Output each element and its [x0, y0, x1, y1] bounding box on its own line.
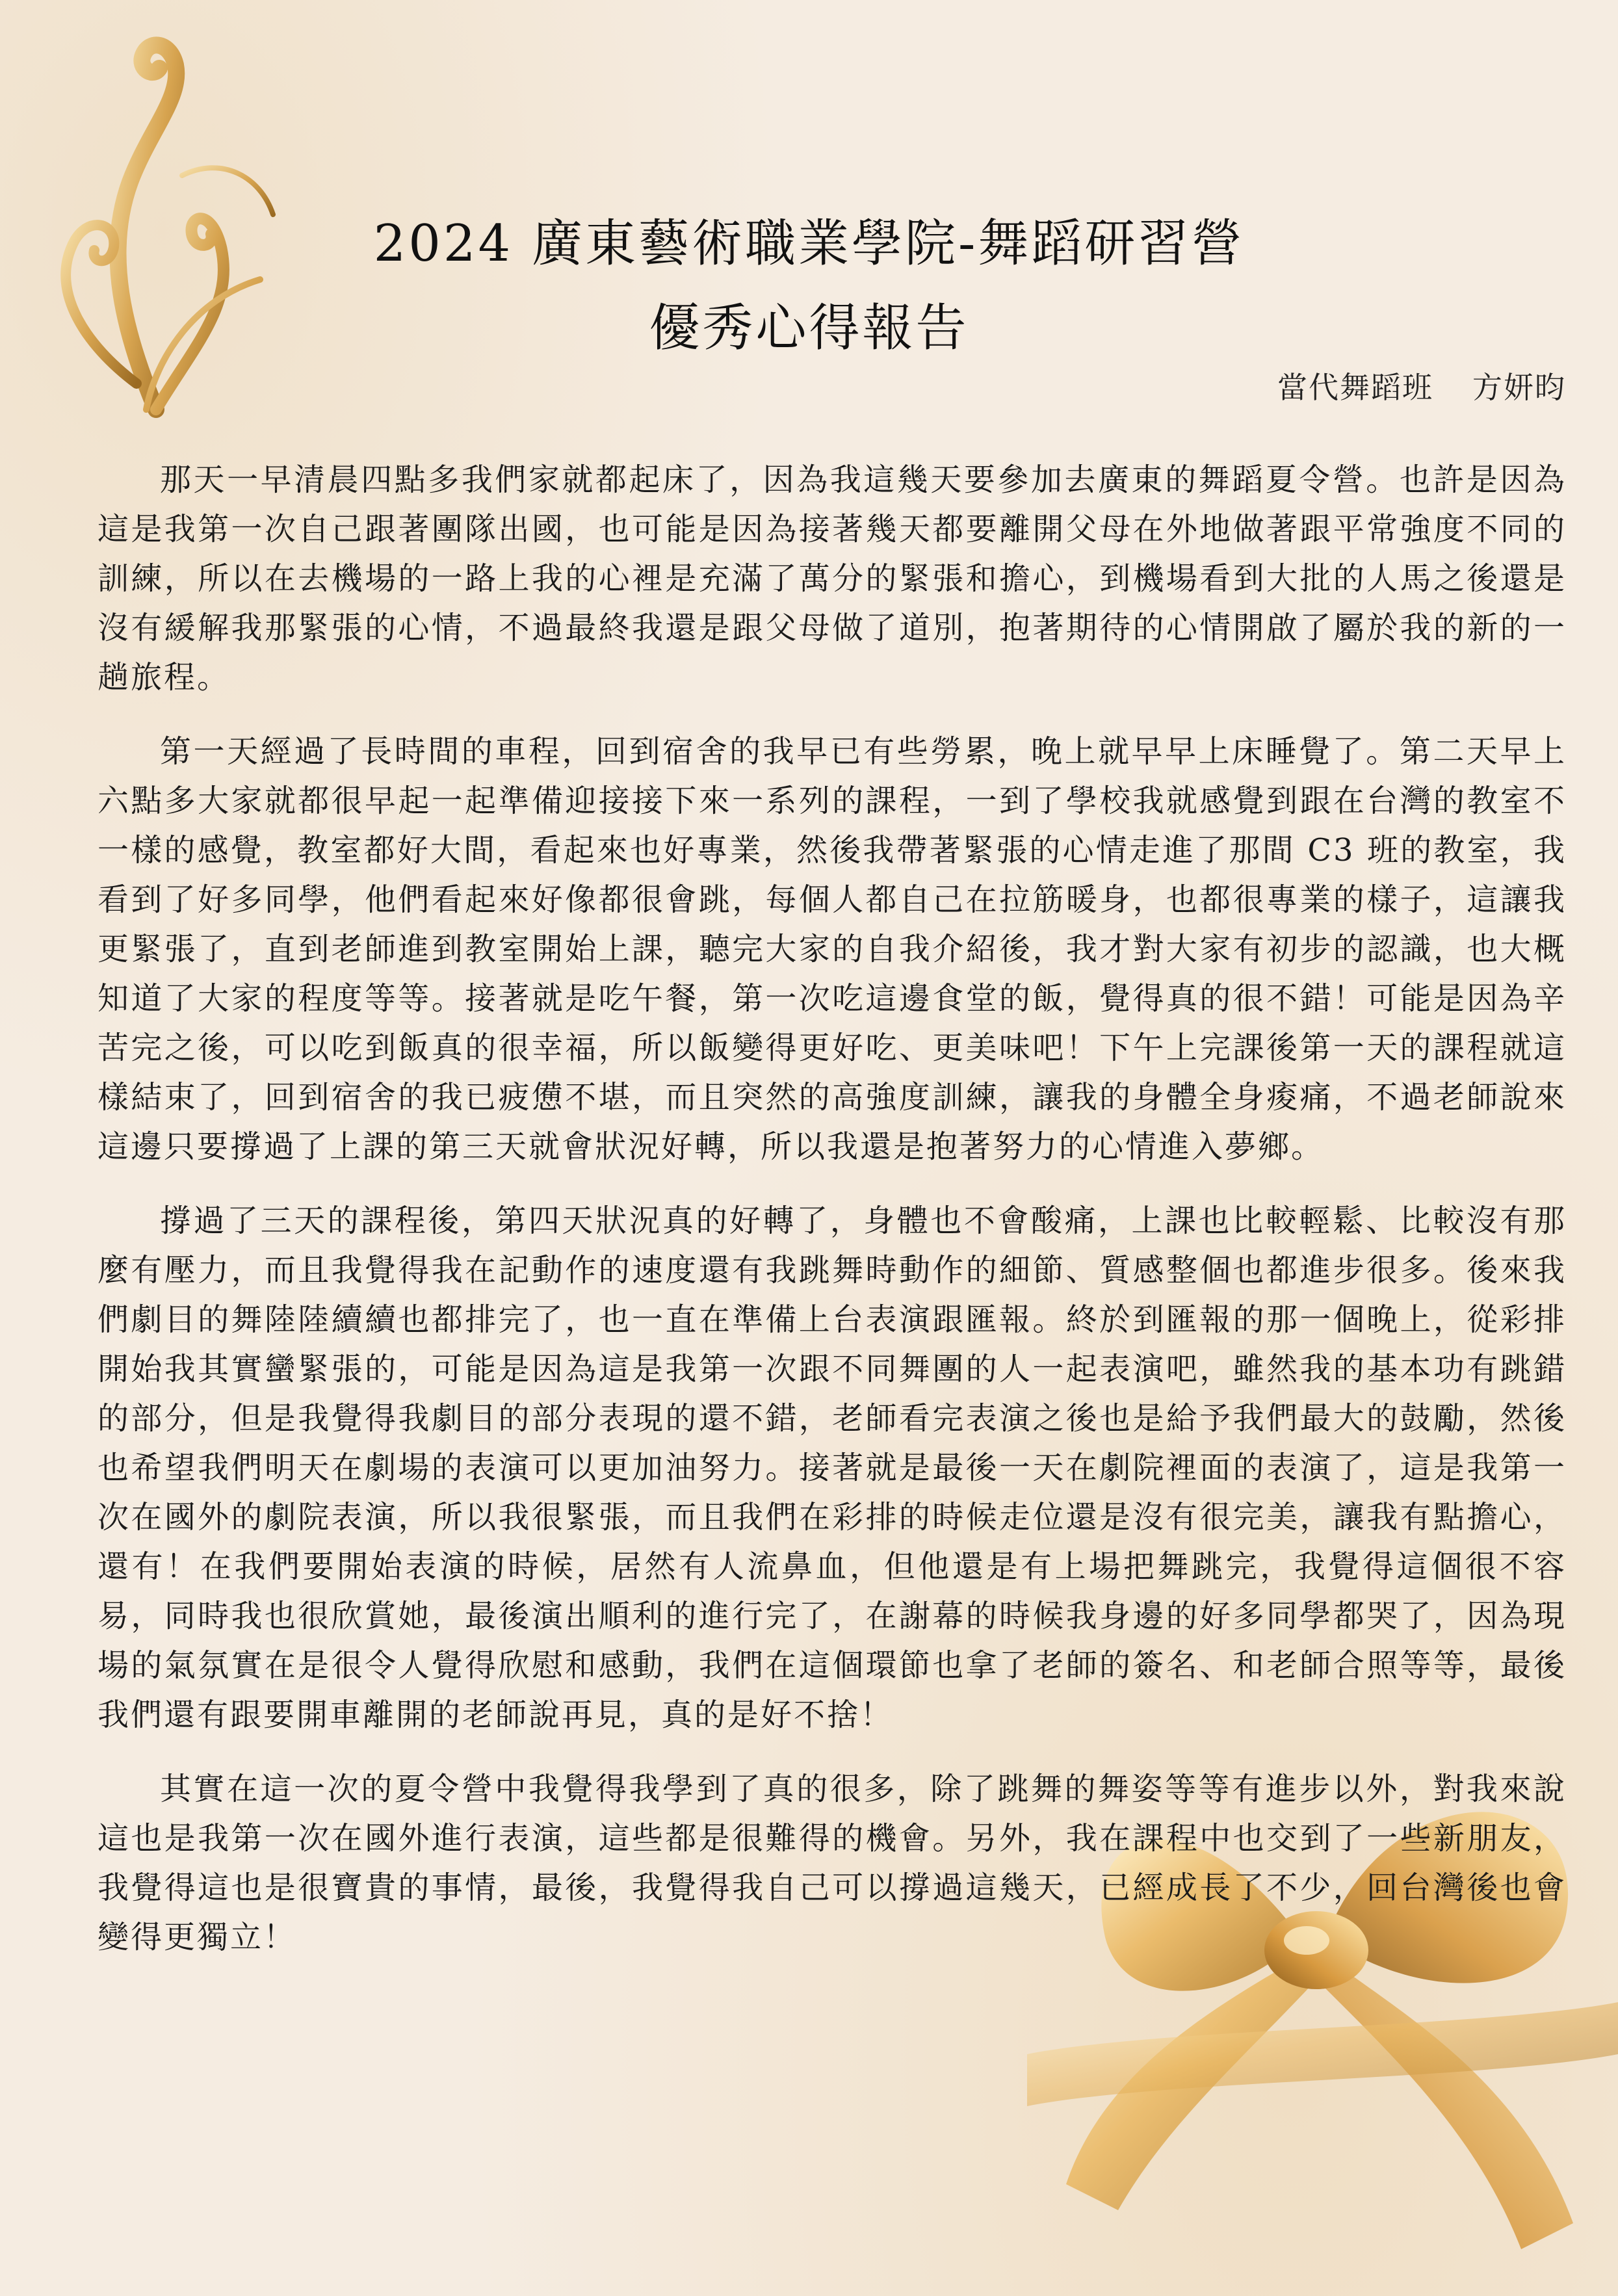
document-title: 2024 廣東藝術職業學院-舞蹈研習營	[373, 215, 1245, 273]
title-block	[0, 202, 1618, 371]
author-line	[1277, 364, 1566, 407]
author-name: 方妍昀	[1472, 370, 1566, 405]
author-class: 當代舞蹈班	[1277, 370, 1433, 405]
paragraph: 撐過了三天的課程後，第四天狀況真的好轉了，身體也不會酸痛，上課也比較輕鬆、比較沒有那麼有壓力，而且我覺得我在記動作的速度還有我跳舞時動作的細節、質感整個也都進步很多。後來我們劇目的舞陸陸續續也都排完了，也一直在準備上台表演跟匯報。終於到匯報的那一個晚上，從彩排開始我其實蠻緊張的，可能是因為這是我第一次跟不同舞團的人一起表演吧，雖然我的基本功有跳錯的部分，但是我覺得我劇目的部分表現的還不錯，老師看完表演之後也是給予我們最大的鼓勵，然後也希望我們明天在劇場的表演可以更加油努力。接著就是最後一天在劇院裡面的表演了，這是我第一次在國外的劇院表演，所以我很緊張，而且我們在彩排的時候走位還是沒有很完美，讓我有點擔心，還有！在我們要開始表演的時候，居然有人流鼻血，但他還是有上場把舞跳完，我覺得這個很不容易，同時我也很欣賞她，最後演出順利的進行完了，在謝幕的時候我身邊的好多同學都哭了，因為現場的氣氛實在是很令人覺得欣慰和感動，我們在這個環節也拿了老師的簽名、和老師合照等等，最後我們還有跟要開車離開的老師說再見，真的是好不捨！	[98, 1203, 1567, 1733]
paragraph: 第一天經過了長時間的車程，回到宿舍的我早已有些勞累，晚上就早早上床睡覺了。第二天早上六點多大家就都很早起一起準備迎接接下來一系列的課程，一到了學校我就感覺到跟在台灣的教室不一樣的感覺，教室都好大間，看起來也好專業，然後我帶著緊張的心情走進了那間 C3 班的教室，我看到了好多同學，他們看起來好像都很會跳，每個人都自己在拉筋暖身，也都很專業的樣子，這讓我更緊張了，直到老師進到教室開始上課，聽完大家的自我介紹後，我才對大家有初步的認識，也大概知道了大家的程度等等。接著就是吃午餐，第一次吃這邊食堂的飯，覺得真的很不錯！可能是因為辛苦完之後，可以吃到飯真的很幸福，所以飯變得更好吃、更美味吧！下午上完課後第一天的課程就這樣結束了，回到宿舍的我已疲憊不堪，而且突然的高強度訓練，讓我的身體全身痠痛，不過老師說來這邊只要撐過了上課的第三天就會狀況好轉，所以我還是抱著努力的心情進入夢鄉。	[98, 733, 1567, 1165]
paragraph: 那天一早清晨四點多我們家就都起床了，因為我這幾天要參加去廣東的舞蹈夏令營。也許是因為這是我第一次自己跟著團隊出國，也可能是因為接著幾天都要離開父母在外地做著跟平常強度不同的訓練，所以在去機場的一路上我的心裡是充滿了萬分的緊張和擔心，到機場看到大批的人馬之後還是沒有緩解我那緊張的心情，不過最終我還是跟父母做了道別，抱著期待的心情開啟了屬於我的新的一趟旅程。	[98, 462, 1567, 696]
paragraph: 其實在這一次的夏令營中我覺得我學到了真的很多，除了跳舞的舞姿等等有進步以外，對我來說這也是我第一次在國外進行表演，這些都是很難得的機會。另外，我在課程中也交到了一些新朋友，我覺得這也是很寶貴的事情，最後，我覺得我自己可以撐過這幾天，已經成長了不少，回台灣後也會變得更獨立！	[98, 1771, 1567, 1955]
essay-body	[98, 455, 1567, 1987]
document-subtitle: 優秀心得報告	[649, 299, 969, 358]
